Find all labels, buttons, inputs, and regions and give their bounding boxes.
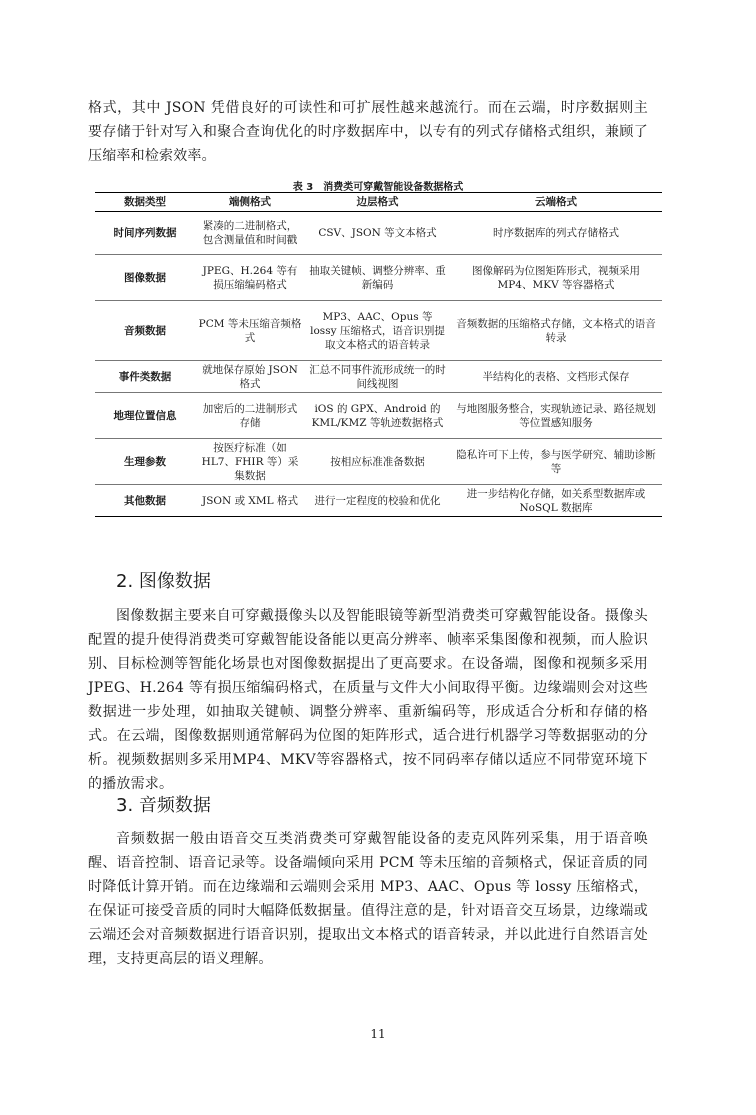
cell-device: 紧凑的二进制格式，包含测量值和时间戳 bbox=[195, 212, 305, 255]
header-device-format: 端侧格式 bbox=[195, 193, 305, 212]
cell-cloud: 时序数据库的列式存储格式 bbox=[450, 212, 662, 255]
cell-device: 加密后的二进制形式存储 bbox=[195, 393, 305, 439]
table-row bbox=[95, 361, 662, 393]
table-row bbox=[95, 212, 662, 255]
cell-cloud: 与地图服务整合，实现轨迹记录、路径规划等位置感知服务 bbox=[450, 393, 662, 439]
cell-edge: 按相应标准准备数据 bbox=[305, 439, 450, 485]
table-row bbox=[95, 255, 662, 301]
intro-paragraph: 格式，其中 JSON 凭借良好的可读性和可扩展性越来越流行。而在云端，时序数据则主要存储于针对写入和聚合查询优化的时序数据库中，以专有的列式存储格式组织，兼顾了压缩率和检索效率。 bbox=[88, 100, 648, 164]
cell-device: JSON 或 XML 格式 bbox=[195, 485, 305, 517]
cell-device: PCM 等未压缩音频格式 bbox=[195, 301, 305, 361]
cell-edge: iOS 的 GPX、Android 的 KML/KMZ 等轨迹数据格式 bbox=[305, 393, 450, 439]
section-heading-image-data: 2. 图像数据 bbox=[116, 571, 211, 592]
table-row bbox=[95, 439, 662, 485]
section-heading-audio-data: 3. 音频数据 bbox=[116, 795, 211, 816]
table-row bbox=[95, 393, 662, 439]
cell-type: 生理参数 bbox=[95, 439, 195, 485]
table-row bbox=[95, 485, 662, 517]
cell-type: 地理位置信息 bbox=[95, 393, 195, 439]
table-header-row bbox=[95, 193, 662, 212]
header-cloud-format: 云端格式 bbox=[450, 193, 662, 212]
cell-device: JPEG、H.264 等有损压缩编码格式 bbox=[195, 255, 305, 301]
cell-edge: 抽取关键帧、调整分辨率、重新编码 bbox=[305, 255, 450, 301]
cell-device: 按医疗标准（如 HL7、FHIR 等）采集数据 bbox=[195, 439, 305, 485]
cell-edge: CSV、JSON 等文本格式 bbox=[305, 212, 450, 255]
audio-data-paragraph: 音频数据一般由语音交互类消费类可穿戴智能设备的麦克风阵列采集，用于语音唤醒、语音控制、语音记录等。设备端倾向采用 PCM 等未压缩的音频格式，保证音质的同时降低计算开销。而在边缘端和云端则会采用 MP3、AAC、Opus 等 lossy 压缩格式，在保证可接受音质的同时大幅降低数据量。值得注意的是，针对语音交互场景，边缘端或云端还会对音频数据进行语音识别，提取出文本格式的语音转录，并以此进行自然语言处理，支持更高层的语义理解。 bbox=[88, 831, 648, 967]
cell-cloud: 音频数据的压缩格式存储，文本格式的语音转录 bbox=[450, 301, 662, 361]
data-format-table bbox=[95, 192, 662, 517]
image-data-paragraph: 图像数据主要来自可穿戴摄像头以及智能眼镜等新型消费类可穿戴智能设备。摄像头配置的提升使得消费类可穿戴智能设备能以更高分辨率、帧率采集图像和视频，而人脸识别、目标检测等智能化场景也对图像数据提出了更高要求。在设备端，图像和视频多采用 JPEG、H.264 等有损压缩编码格式，在质量与文件大小间取得平衡。边缘端则会对这些数据进一步处理，如抽取关键帧、调整分辨率、重新编码等，形成适合分析和存储的格式。在云端，图像数据则通常解码为位图的矩阵形式，适合进行机器学习等数据驱动的分析。视频数据则多采用MP4、MKV等容器格式，按不同码率存储以适应不同带宽环境下的播放需求。 bbox=[88, 608, 648, 792]
cell-cloud: 半结构化的表格、文档形式保存 bbox=[450, 361, 662, 393]
cell-type: 图像数据 bbox=[95, 255, 195, 301]
cell-type: 其他数据 bbox=[95, 485, 195, 517]
cell-cloud: 图像解码为位图矩阵形式，视频采用 MP4、MKV 等容器格式 bbox=[450, 255, 662, 301]
cell-type: 时间序列数据 bbox=[95, 212, 195, 255]
cell-cloud: 进一步结构化存储，如关系型数据库或 NoSQL 数据库 bbox=[450, 485, 662, 517]
table-caption: 表 3 消费类可穿戴智能设备数据格式 bbox=[292, 182, 464, 193]
header-data-type: 数据类型 bbox=[95, 193, 195, 212]
table-row bbox=[95, 301, 662, 361]
cell-type: 音频数据 bbox=[95, 301, 195, 361]
header-edge-format: 边层格式 bbox=[305, 193, 450, 212]
cell-device: 就地保存原始 JSON 格式 bbox=[195, 361, 305, 393]
page-number: 11 bbox=[370, 1027, 386, 1041]
cell-edge: 进行一定程度的校验和优化 bbox=[305, 485, 450, 517]
cell-cloud: 隐私许可下上传，参与医学研究、辅助诊断等 bbox=[450, 439, 662, 485]
cell-type: 事件类数据 bbox=[95, 361, 195, 393]
cell-edge: MP3、AAC、Opus 等 lossy 压缩格式，语音识别提取文本格式的语音转录 bbox=[305, 301, 450, 361]
cell-edge: 汇总不同事件流形成统一的时间线视图 bbox=[305, 361, 450, 393]
